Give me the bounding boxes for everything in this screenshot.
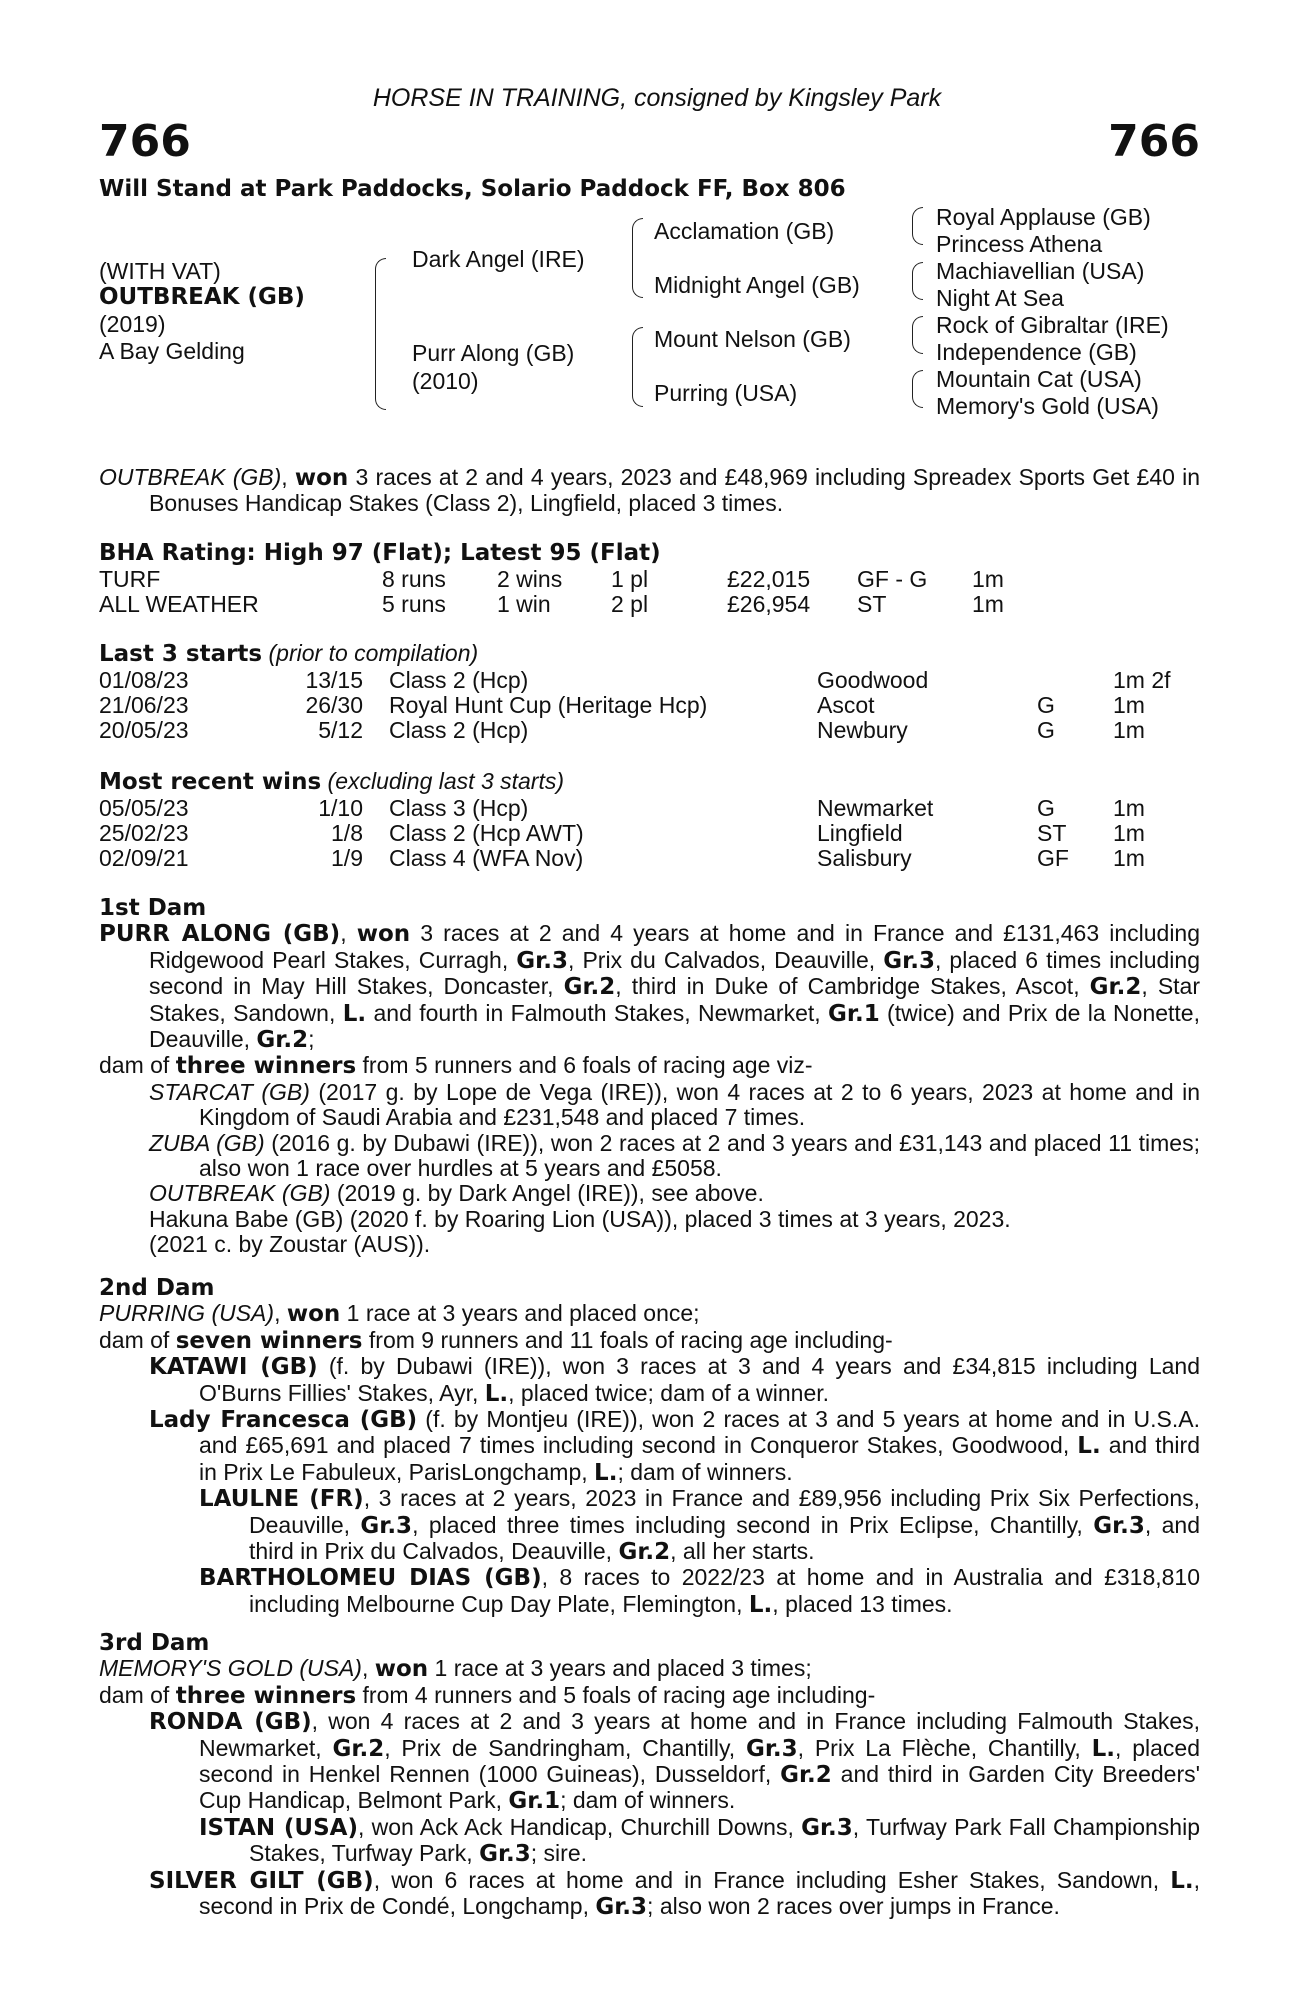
rating-wins: 1 win: [497, 591, 551, 617]
produce-text: , Turfway Park Fall Championship Stakes, Turfway Park,: [249, 1813, 1201, 1867]
produce-entry: [99, 1709, 1200, 1815]
first-dam-won: won: [356, 921, 411, 948]
win-distance: 1m: [1113, 845, 1145, 871]
produce-entry: [99, 1354, 1200, 1407]
pedigree-g2: Princess Athena: [936, 231, 1103, 257]
rating-surface: ALL WEATHER: [99, 591, 259, 617]
produce-text: , placed three times including second in Prix Eclipse, Chantilly,: [412, 1511, 1094, 1538]
produce-text: , placed second in Henkel Rennen (1000 Guineas), Dusseldorf,: [199, 1734, 1200, 1788]
second-dam-won: won: [286, 1301, 341, 1328]
first-dam-text: (twice) and Prix de la Nonette, Deauville,: [149, 999, 1200, 1053]
start-distance: 1m: [1113, 692, 1145, 718]
grade-badge: Gr.2: [780, 1762, 832, 1789]
first-dam-text: from 5 runners and 6 foals of racing age viz-: [356, 1052, 813, 1079]
win-date: 25/02/23: [99, 820, 189, 846]
grade-badge: Gr.2: [618, 1539, 671, 1566]
first-dam-heading: 1st Dam: [99, 895, 207, 921]
foal-text: (2021 c. by Zoustar (AUS)).: [149, 1231, 431, 1258]
third-dam-text: from 4 runners and 5 foals of racing age including-: [356, 1681, 876, 1708]
produce-text: , 8 races to 2022/23 at home and in Australia and £318,810 including Melbourne Cup Day Plate, Flemington,: [249, 1564, 1200, 1617]
first-dam-produce-summary: [99, 1053, 1200, 1079]
pedigree-bracket-sire: [632, 218, 643, 298]
produce-name: BARTHOLOMEU DIAS (GB): [199, 1565, 542, 1592]
first-dam-text: ;: [308, 1026, 315, 1053]
pedigree-g6: Independence (GB): [936, 339, 1137, 365]
grade-badge: Gr.1: [508, 1788, 561, 1815]
horse-year: (2019): [99, 311, 166, 337]
start-course: Goodwood: [817, 667, 929, 693]
third-dam-record: MEMORY'S GOLD (USA), won 1 race at 3 years and placed 3 times;: [99, 1655, 812, 1683]
produce-text: and third in Prix Le Fabuleux, ParisLongchamp,: [199, 1432, 1200, 1485]
second-dam-produce-summary: [99, 1328, 1200, 1354]
rating-runs: 8 runs: [382, 566, 446, 592]
produce-name: ISTAN (USA): [199, 1814, 358, 1841]
third-dam-won: won: [374, 1656, 429, 1683]
produce-text: ; dam of winners.: [560, 1787, 736, 1814]
pedigree-g8: Memory's Gold (USA): [936, 393, 1159, 419]
produce-text: , and third in Prix du Calvados, Deauville,: [249, 1511, 1201, 1565]
listed-badge: L.: [748, 1591, 773, 1618]
first-dam-section: [99, 896, 1200, 1258]
rating-prize: £26,954: [727, 591, 811, 617]
produce-text: ; also won 2 races over jumps in France.: [647, 1893, 1060, 1920]
second-dam-name: PURRING (USA): [99, 1300, 275, 1327]
win-distance: 1m: [1113, 820, 1145, 846]
first-dam-name: PURR ALONG (GB): [99, 921, 341, 948]
grade-badge: Gr.3: [479, 1841, 531, 1868]
horse-description: A Bay Gelding: [99, 338, 245, 364]
last3-heading-line: [99, 641, 478, 667]
foal-name: STARCAT (GB): [149, 1078, 310, 1105]
listed-badge: L.: [342, 1000, 367, 1027]
lot-number-left: 766: [99, 116, 191, 167]
start-distance: 1m: [1113, 717, 1145, 743]
vat-note: (WITH VAT): [99, 258, 221, 284]
win-date: 05/05/23: [99, 795, 189, 821]
pedigree-dam-sire: Mount Nelson (GB): [654, 326, 851, 352]
win-course: Salisbury: [817, 845, 912, 871]
last3-note: (prior to compilation): [262, 640, 479, 666]
produce-text: ; sire.: [530, 1840, 588, 1867]
race-summary: OUTBREAK (GB), won 3 races at 2 and 4 years, 2023 and £48,969 including Spreadex Sports Get £40 in Bonuses Handicap Stakes (Class 2), Lingfield, placed 3 times.: [99, 464, 1201, 517]
produce-entry: [99, 1868, 1200, 1921]
pedigree-bracket-g3: [912, 316, 923, 354]
third-dam-name: MEMORY'S GOLD (USA): [99, 1655, 362, 1682]
win-position: 1/8: [331, 820, 363, 846]
produce-text: (f. by Dubawi (IRE)), won 3 races at 3 and 4 years and £34,815 including Land O'Burns Fillies' Stakes, Ayr,: [199, 1353, 1201, 1406]
start-going: G: [1037, 717, 1055, 743]
rating-distance: 1m: [972, 591, 1004, 617]
first-dam-text: , Prix du Calvados, Deauville,: [567, 946, 884, 973]
produce-entry: [99, 1407, 1200, 1486]
lot-number-right: 766: [1108, 116, 1200, 167]
grade-badge: Gr.2: [1089, 974, 1142, 1001]
win-going: ST: [1037, 820, 1067, 846]
start-race: Class 2 (Hcp): [389, 717, 529, 743]
third-dam-heading: 3rd Dam: [99, 1630, 210, 1656]
pedigree-g4: Night At Sea: [936, 285, 1064, 311]
third-dam-text: 1 race at 3 years and placed 3 times;: [428, 1655, 812, 1682]
pedigree-sire-sire: Acclamation (GB): [654, 218, 835, 244]
grade-badge: Gr.3: [360, 1512, 413, 1539]
summary-horse-name: OUTBREAK (GB): [99, 464, 282, 490]
grade-badge: Gr.3: [595, 1894, 648, 1921]
pedigree-g1: Royal Applause (GB): [936, 204, 1151, 230]
pedigree-dam-dam: Purring (USA): [654, 380, 798, 406]
last3-heading: Last 3 starts: [99, 641, 263, 667]
pedigree-g7: Mountain Cat (USA): [936, 366, 1142, 392]
rating-placed: 1 pl: [611, 566, 649, 592]
grade-badge: Gr.3: [745, 1735, 798, 1762]
produce-text: and third in Garden City Breeders' Cup Handicap, Belmont Park,: [199, 1761, 1201, 1814]
third-dam-section: [99, 1631, 1200, 1920]
rating-distance: 1m: [972, 566, 1004, 592]
grade-badge: Gr.3: [1093, 1512, 1145, 1539]
produce-text: , won Ack Ack Handicap, Churchill Downs,: [358, 1813, 802, 1840]
listed-badge: L.: [594, 1459, 618, 1486]
foal-text: Hakuna Babe (GB) (2020 f. by Roaring Lion (USA)), placed 3 times at 3 years, 2023.: [149, 1205, 1011, 1232]
first-dam-text: , Star Stakes, Sandown,: [149, 973, 1201, 1026]
start-race: Royal Hunt Cup (Heritage Hcp): [389, 692, 708, 718]
start-distance: 1m 2f: [1113, 667, 1171, 693]
listed-badge: L.: [484, 1380, 509, 1407]
win-course: Lingfield: [817, 820, 903, 846]
produce-name: KATAWI (GB): [149, 1354, 318, 1381]
first-dam-text: dam of: [99, 1052, 176, 1079]
winner-count: three winners: [175, 1682, 357, 1709]
second-dam-section: [99, 1276, 1200, 1618]
pedigree-bracket-g4: [912, 370, 923, 408]
produce-text: , Prix de Sandringham, Chantilly,: [384, 1734, 746, 1761]
first-dam-text: , third in Duke of Cambridge Stakes, Ascot,: [615, 973, 1090, 1000]
rating-runs: 5 runs: [382, 591, 446, 617]
start-position: 26/30: [305, 692, 363, 718]
produce-text: , second in Prix de Condé, Longchamp,: [199, 1866, 1200, 1920]
win-course: Newmarket: [817, 795, 934, 821]
pedigree-bracket-g1: [912, 207, 923, 245]
grade-badge: Gr.2: [563, 974, 616, 1001]
first-dam-text: 3 races at 2 and 4 years at home and in France and £131,463 including Ridgewood Pearl Stakes, Curragh,: [149, 920, 1201, 973]
first-dam-text: , placed 6 times including second in May Hill Stakes, Doncaster,: [149, 946, 1200, 1000]
start-date: 21/06/23: [99, 692, 189, 718]
winner-count: three winners: [175, 1053, 357, 1080]
foal-text: (2019 g. by Dark Angel (IRE)), see above.: [330, 1180, 764, 1207]
produce-name: LAULNE (FR): [199, 1486, 364, 1513]
rating-heading: BHA Rating: High 97 (Flat); Latest 95 (Flat): [99, 540, 661, 566]
summary-won: won: [294, 465, 349, 491]
foal-name: ZUBA (GB): [149, 1129, 265, 1156]
produce-text: , 3 races at 2 years, 2023 in France and £89,956 including Prix Six Perfections, Deauville,: [249, 1485, 1200, 1538]
rating-prize: £22,015: [727, 566, 811, 592]
pedigree-bracket-g2: [912, 262, 923, 300]
produce-text: ; dam of winners.: [617, 1458, 793, 1485]
start-position: 13/15: [305, 667, 363, 693]
recent-table: [99, 795, 1199, 871]
grade-badge: Gr.3: [516, 947, 568, 974]
foal-entry: [99, 1080, 1200, 1131]
win-position: 1/10: [318, 795, 363, 821]
last3-table: [99, 667, 1199, 743]
first-dam-record: PURR ALONG (GB), won 3 races at 2 and 4 years at home and in France and £131,463 including Ridgewood Pearl Stakes, Curragh, Gr.3, Prix du Calvados, Deauville, Gr.3, placed 6 times including second in May Hill Stakes, Doncaster, Gr.2, third in Duke of Cambridge Stakes, Ascot, Gr.2, Star Stakes, Sandown, L. and fourth in Falmouth Stakes, Newmarket, Gr.1 (twice) and Prix de la Nonette, Deauville, Gr.2;: [99, 920, 1201, 1054]
second-dam-heading: 2nd Dam: [99, 1275, 215, 1301]
produce-text: , all her starts.: [670, 1538, 815, 1565]
first-dam-text: and fourth in Falmouth Stakes, Newmarket,: [366, 999, 829, 1026]
foal-name: OUTBREAK (GB): [149, 1180, 331, 1207]
winner-count: seven winners: [175, 1327, 363, 1354]
rating-placed: 2 pl: [611, 591, 649, 617]
pedigree-bracket-dam: [632, 327, 643, 407]
produce-entry: [99, 1815, 1200, 1868]
grade-badge: Gr.3: [801, 1814, 853, 1841]
win-going: GF: [1037, 845, 1069, 871]
produce-text: (f. by Montjeu (IRE)), won 2 races at 3 and 5 years at home and in U.S.A. and £65,691 and placed 7 times including second in Conqueror Stakes, Goodwood,: [199, 1406, 1200, 1459]
win-race: Class 2 (Hcp AWT): [389, 820, 584, 846]
listed-badge: L.: [1077, 1433, 1101, 1460]
foal-entry: [99, 1181, 1200, 1206]
grade-badge: Gr.2: [256, 1027, 309, 1054]
start-position: 5/12: [318, 717, 363, 743]
recent-note: (excluding last 3 starts): [321, 768, 565, 794]
second-dam-record: PURRING (USA), won 1 race at 3 years and placed once;: [99, 1300, 700, 1328]
produce-entry: [99, 1565, 1200, 1618]
win-going: G: [1037, 795, 1055, 821]
win-race: Class 4 (WFA Nov): [389, 845, 584, 871]
grade-badge: Gr.3: [883, 947, 935, 974]
grade-badge: Gr.1: [828, 1000, 880, 1027]
foal-text: (2016 g. by Dubawi (IRE)), won 2 races at 2 and 3 years and £31,143 and placed 11 times; also won 1 race over hurdles at 5 years and £5058.: [199, 1129, 1200, 1182]
win-distance: 1m: [1113, 795, 1145, 821]
rating-going: GF - G: [857, 566, 928, 592]
produce-text: , placed twice; dam of a winner.: [508, 1379, 830, 1406]
third-dam-produce-summary: [99, 1683, 1200, 1709]
pedigree-dam-year: (2010): [412, 368, 479, 394]
foal-entry: [99, 1232, 1200, 1257]
win-date: 02/09/21: [99, 845, 189, 871]
produce-text: , won 6 races at home and in France including Esher Stakes, Sandown,: [373, 1866, 1171, 1893]
recent-heading-line: [99, 769, 564, 795]
win-race: Class 3 (Hcp): [389, 795, 529, 821]
start-date: 01/08/23: [99, 667, 189, 693]
pedigree-g3: Machiavellian (USA): [936, 258, 1145, 284]
win-position: 1/9: [331, 845, 363, 871]
recent-heading: Most recent wins: [99, 769, 322, 795]
second-dam-text: 1 race at 3 years and placed once;: [340, 1300, 700, 1327]
second-dam-text: from 9 runners and 11 foals of racing age including-: [362, 1326, 893, 1353]
produce-entry: [99, 1486, 1200, 1565]
rating-table: [99, 566, 1199, 626]
start-going: G: [1037, 692, 1055, 718]
produce-name: RONDA (GB): [149, 1709, 312, 1736]
produce-text: , Prix La Flèche, Chantilly,: [797, 1734, 1092, 1761]
third-dam-text: dam of: [99, 1681, 176, 1708]
rating-going: ST: [857, 591, 887, 617]
foal-entry: [99, 1131, 1200, 1182]
horse-name: OUTBREAK (GB): [99, 284, 305, 310]
listed-badge: L.: [1091, 1735, 1116, 1762]
rating-wins: 2 wins: [497, 566, 563, 592]
start-race: Class 2 (Hcp): [389, 667, 529, 693]
pedigree-bracket-main: [375, 258, 386, 410]
second-dam-text: dam of: [99, 1326, 176, 1353]
pedigree-dam: Purr Along (GB): [412, 340, 575, 366]
summary-text-1: 3 races at 2 and 4 years, 2023 and £48,969 including Spreadex Sports: [348, 464, 1086, 490]
produce-text: , won 4 races at 2 and 3 years at home and in France including Falmouth Stakes, Newmarket,: [199, 1708, 1200, 1761]
grade-badge: Gr.2: [332, 1735, 385, 1762]
foal-entry: [99, 1207, 1200, 1232]
sale-title: HORSE IN TRAINING, consigned by Kingsley Park: [372, 84, 942, 112]
start-course: Ascot: [817, 692, 875, 718]
foal-text: (2017 g. by Lope de Vega (IRE)), won 4 races at 2 to 6 years, 2023 at home and in Kingdom of Saudi Arabia and £231,548 and placed 7 times.: [199, 1078, 1200, 1131]
produce-name: Lady Francesca (GB): [149, 1407, 418, 1434]
produce-text: , placed 13 times.: [772, 1590, 953, 1617]
start-date: 20/05/23: [99, 717, 189, 743]
summary-text-2: Get £40 in Bonuses Handicap Stakes (Class 2), Lingfield, placed 3 times.: [149, 464, 1201, 517]
pedigree-g5: Rock of Gibraltar (IRE): [936, 312, 1169, 338]
pedigree-sire: Dark Angel (IRE): [412, 246, 585, 272]
stand-location: Will Stand at Park Paddocks, Solario Paddock FF, Box 806: [99, 176, 846, 202]
pedigree-sire-dam: Midnight Angel (GB): [654, 272, 860, 298]
produce-name: SILVER GILT (GB): [149, 1867, 374, 1894]
start-course: Newbury: [817, 717, 908, 743]
listed-badge: L.: [1170, 1867, 1194, 1894]
rating-surface: TURF: [99, 566, 161, 592]
